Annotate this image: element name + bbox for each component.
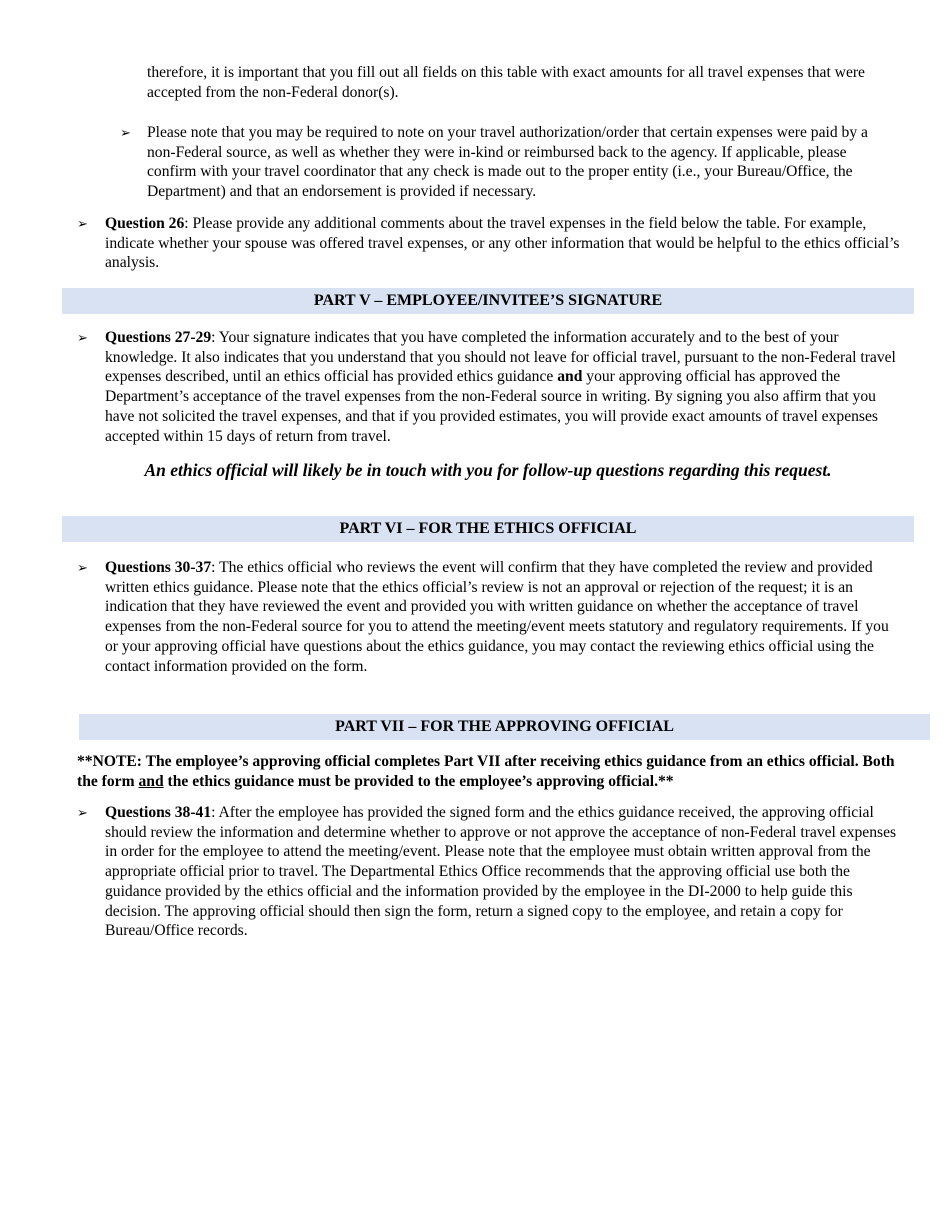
bullet-arrow-icon: ➢: [77, 216, 88, 231]
bullet-arrow-icon: ➢: [120, 125, 131, 140]
question-26-item: Question 26: Please provide any additional comments about the travel expenses in the field below the table. For example, indicate whether your spouse was offered travel expenses, or any other information that would be helpful to the ethics official’s analysis.: [105, 215, 900, 272]
part-5-heading: PART V – EMPLOYEE/INVITEE’S SIGNATURE: [62, 288, 914, 314]
part-7-heading: PART VII – FOR THE APPROVING OFFICIAL: [79, 714, 930, 740]
bullet-arrow-icon: ➢: [77, 330, 88, 345]
follow-up-callout: An ethics official will likely be in touch with you for follow-up questions regarding this request.: [144, 460, 832, 480]
part-6-heading: PART VI – FOR THE ETHICS OFFICIAL: [62, 516, 914, 542]
questions-38-41-label: Questions 38-41: [105, 804, 212, 821]
questions-27-29-label: Questions 27-29: [105, 329, 212, 346]
bullet-arrow-icon: ➢: [77, 805, 88, 820]
sub-bullet-travel-note: Please note that you may be required to note on your travel authorization/order that certain expenses were paid by a non-Federal source, as well as whether they were in-kind or reimbursed back to the agency. If applicable, please confirm with your travel coordinator that any check is made out to the proper entity (i.e., your Bureau/Office, the Department) and that an endorsement is provided if necessary.: [147, 124, 868, 201]
questions-30-37-label: Questions 30-37: [105, 559, 212, 576]
questions-27-29-item: Questions 27-29: Your signature indicates that you have completed the information accurately and to the best of your knowledge. It also indicates that you understand that you should not leave for official travel, pursuant to the non-Federal travel expenses described, until an ethics official has provided ethics guidance and your approving official has approved the Department’s acceptance of the travel expenses from the non-Federal source in writing. By signing you also affirm that you have not solicited the travel expenses, and that if you provided estimates, you will provide exact amounts of travel expenses accepted within 15 days of return from travel.: [105, 329, 896, 445]
question-26-label: Question 26: [105, 215, 185, 232]
bullet-arrow-icon: ➢: [77, 560, 88, 575]
questions-38-41-item: Questions 38-41: After the employee has provided the signed form and the ethics guidance received, the approving official should review the information and determine whether to approve or not approve the acceptance of non-Federal travel expenses in order for the employee to attend the meeting/event. Please note that the employee must obtain written approval from the appropriate official prior to travel. The Departmental Ethics Office recommends that the approving official use both the guidance provided by the ethics official and the information provided by the employee in the DI-2000 to help guide this decision. The approving official should then sign the form, return a signed copy to the employee, and retain a copy for Bureau/Office records.: [105, 804, 897, 940]
questions-30-37-item: Questions 30-37: The ethics official who reviews the event will confirm that they have completed the review and provided written ethics guidance. Please note that the ethics official’s review is not an approval or rejection of the request; it is an indication that they have reviewed the event and provided you with written guidance on whether the acceptance of travel expenses from the non-Federal source for you to attend the meeting/event meets statutory and regulatory requirements. If you or your approving official have questions about the ethics guidance, you may contact the reviewing ethics official using the contact information provided on the form.: [105, 559, 889, 675]
approving-official-note: **NOTE: The employee’s approving official completes Part VII after receiving ethics guidance from an ethics official. Both the form and the ethics guidance must be provided to the employee’s approving official.**: [77, 753, 895, 790]
intro-paragraph: therefore, it is important that you fill out all fields on this table with exact amounts for all travel expenses that were accepted from the non-Federal donor(s).: [147, 64, 865, 101]
